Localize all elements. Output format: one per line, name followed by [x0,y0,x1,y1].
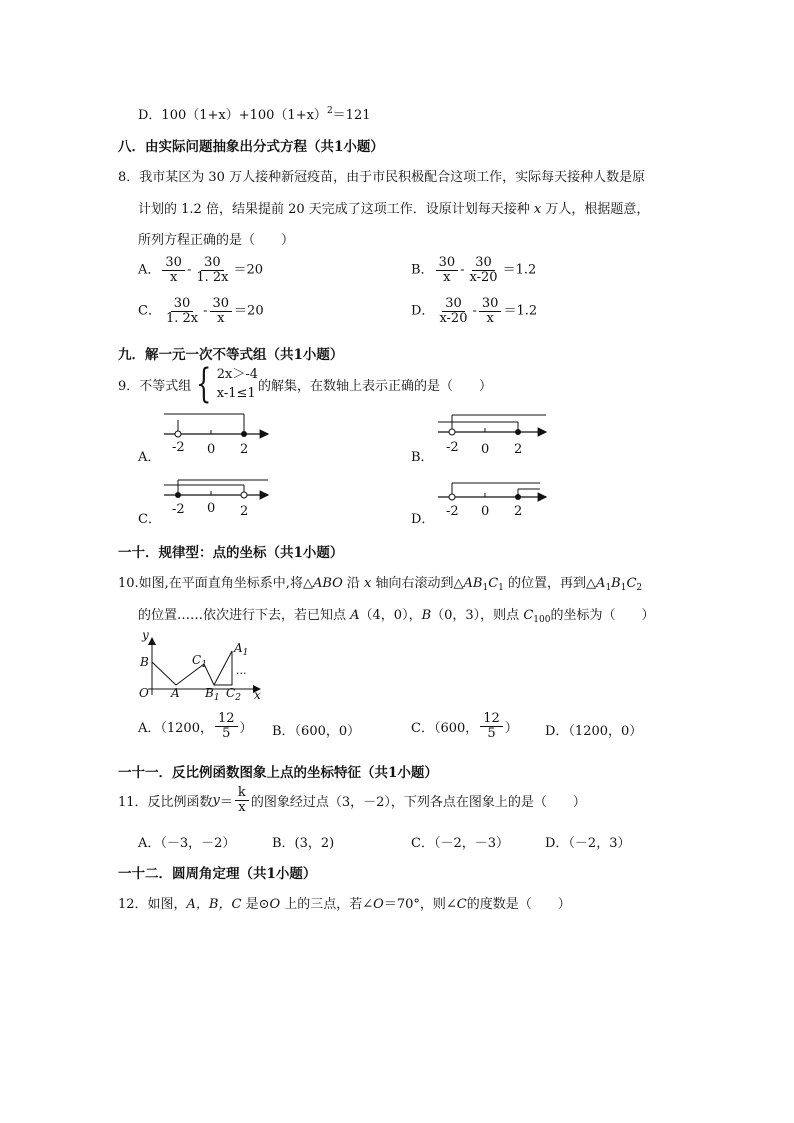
q10-line2 [138,604,654,625]
q12-stem [118,893,571,912]
q9-label-d: D． [411,512,435,527]
q9-d-tick-2: 2 [514,504,523,519]
q11-frac [235,786,249,814]
q10-option-a [138,712,253,740]
q11-option-b: B．(3，2) [272,836,335,851]
q10-c-post: ） [504,720,518,736]
q10-fig-B: B [140,655,149,669]
q8-c-op: - [203,303,208,319]
q9-brace: { [196,361,212,407]
q10-fig-C2 [226,686,241,703]
q12-O: O [269,897,281,912]
q12-O2: O [373,897,384,912]
q10-c-den: 5 [487,725,496,741]
q8-a-rhs: ＝20 [233,262,264,278]
q10-fig-B1-sub: 1 [213,693,220,703]
q10-fig-A1-letter: A [234,641,243,655]
q12-mid2: 上的三点，若∠ [280,897,374,912]
q10-l1-d: 的位置，再到△ [503,576,597,591]
q9-b-tick-m2: -2 [446,440,459,455]
q8-b-rhs: ＝1.2 [502,262,537,278]
q10-l1-a: 10.如图,在平面直角坐标系中,将△ [118,576,313,591]
q8-c-n1: 30 [171,297,194,312]
q11-y: y [212,792,220,808]
q8-c-rhs: ＝20 [234,303,264,319]
q10-fig-A: A [171,686,180,700]
q12-mid3: ＝70°，则∠ [383,897,457,912]
q9-suffix: 的解集，在数轴上表示正确的是（ ） [258,378,493,394]
q8-b-n2: 30 [472,256,495,271]
q11-option-c: C．（－2，－3） [411,836,509,851]
q7-option-d-rhs: ＝121 [332,108,371,123]
q10-fig-x: x [254,688,261,702]
q8-a-n2: 30 [201,256,224,271]
section-10-heading: 一十．规律型：点的坐标（共1小题） [118,545,344,561]
q10-l2-B: B [421,608,432,623]
q8-c-n2: 30 [210,297,233,312]
q8-line3: 所列方程正确的是（ ） [138,233,295,248]
q8-line1: 8．我市某区为 30 万人接种新冠疫苗，由于市民积极配合这项工作，实际每天接种人数是原 [118,170,646,185]
q10-fig-y: y [142,628,149,642]
q10-a-num: 12 [215,712,238,727]
q8-a-op: - [186,262,192,278]
q10-l2-d: 的坐标为（ ） [550,608,655,623]
q10-l1-c1: C [488,576,499,591]
q10-l1-c2: C [626,576,637,591]
q10-l2-C: C [523,608,534,623]
q10-l1-abo: ABO [312,576,343,591]
q10-fig-C1 [192,653,207,670]
q7-option-d-exponent: 2 [326,106,333,116]
q11-num: k [235,786,249,801]
q8-a-n1: 30 [162,256,185,271]
q10-l1-s3: 2 [636,583,643,593]
q8-line2-b: 万人，根据题意， [541,202,650,217]
section-8-heading: 八．由实际问题抽象出分式方程（共1小题） [118,139,384,155]
q8-b-label: B． [411,262,434,278]
q10-l1-sub2: 1 [498,583,504,593]
q9-b-tick-0: 0 [481,442,490,457]
q10-l1-b: 沿 [342,576,365,591]
q8-b-d2: x-20 [469,269,498,285]
q11-pre: 11．反比例函数 [118,794,213,810]
q10-fig-A1-sub: 1 [242,648,249,658]
q10-l1-s2: 1 [620,583,627,593]
q10-fig-dots: ... [236,664,247,677]
q10-l1-sub1: 1 [482,583,489,593]
q9-ineq1: 2x＞-4 [216,367,259,382]
q8-d-n1: 30 [442,297,465,312]
q10-l1-x: x [364,576,372,591]
q10-option-b: B．（600，0） [272,724,361,739]
q9-c-tick-0: 0 [207,501,216,516]
q10-fig-O: O [139,686,149,700]
q10-a-pre: A．（1200， [138,720,213,736]
q11-option-d: D．（－2，3） [545,836,631,851]
q8-a-d2: 1. 2x [196,269,229,285]
q10-option-c [411,712,518,740]
q10-l2-a: 的位置……依次进行下去，若已知点 [138,608,351,623]
q12-mid: 是⊙ [241,897,270,912]
q10-a-den: 5 [222,725,231,741]
q11-eq: ＝ [219,794,233,810]
q9-label-b: B． [411,450,434,465]
q8-d-label: D． [411,303,435,319]
q10-fig-C1-letter: C [192,653,202,667]
section-9-heading: 九．解一元一次不等式组（共1小题） [118,347,344,363]
q9-prefix: 9．不等式组 [118,378,192,394]
q8-a-d1: x [169,269,178,285]
q9-option-b-line [438,415,546,435]
q10-c-num: 12 [480,712,503,727]
q10-l1-a1: A [596,576,606,591]
q9-label-a: A． [138,450,161,465]
q10-l2-sub: 100 [533,615,551,625]
q10-c-pre: C．（600， [411,720,479,736]
q12-C: C [456,897,467,912]
q10-fig-A1 [234,641,248,658]
q10-line1 [118,572,642,593]
q8-d-d1: x-20 [439,310,468,326]
q8-line2-a: 计划的 1.2 倍，结果提前 20 天完成了这项工作．设原计划每天接种 [138,202,534,217]
q9-a-tick-m2: -2 [172,440,185,455]
q10-l1-ab: AB [463,576,483,591]
q11-post: 的图象经过点（3，－2），下列各点在图象上的是（ ） [250,794,586,810]
q9-d-tick-0: 0 [481,504,490,519]
q10-l2-c: （0，3），则点 [431,608,524,623]
q9-option-a-line [164,414,268,437]
q7-option-d-text: D．100（1+x）+100（1+x） [138,108,327,123]
q9-b-tick-2: 2 [514,442,523,457]
q10-fig-B1 [205,686,220,703]
q8-line2-var: x [533,202,542,217]
q12-abc: A，B，C [186,897,242,912]
q9-option-c-line [164,480,268,498]
q8-b-op: - [460,262,465,278]
q11-den: x [238,799,246,815]
q8-b-d1: x [443,269,451,285]
q8-d-d2: x [486,310,494,326]
q8-b-n1: 30 [436,256,459,271]
q10-fig-C2-letter: C [226,686,236,700]
q9-c-tick-m2: -2 [172,502,185,517]
q11-stem [118,786,586,814]
q8-d-n2: 30 [479,297,502,312]
q9-label-c: C． [138,512,161,527]
q8-d-rhs: ＝1.2 [503,303,538,319]
q12-post: 的度数是（ ） [466,897,571,912]
q10-l1-b1: B [611,576,621,591]
q8-a-label: A． [138,262,161,278]
q10-a-post: ） [239,720,253,736]
q10-l2-A: A [350,608,360,623]
q10-fig-C1-sub: 1 [201,660,207,670]
q10-l1-s1: 1 [605,583,612,593]
q9-a-tick-2: 2 [240,442,249,457]
q10-option-d: D．（1200，0） [545,724,643,739]
q9-option-d-line [438,483,546,500]
q8-d-op: - [472,303,477,319]
q10-fig-C2-sub: 2 [235,693,241,703]
q10-a-frac [215,712,238,740]
section-12-heading: 一十二．圆周角定理（共1小题） [118,866,317,882]
q12-pre: 12．如图， [118,897,187,912]
q8-c-label: C． [138,303,161,319]
q9-ineq2: x-1≤1 [216,386,256,401]
q10-l1-c: 轴向右滚动到△ [371,576,464,591]
q8-c-d1: 1. 2x [165,310,199,326]
q9-a-tick-0: 0 [207,442,216,457]
q8-c-d2: x [217,310,225,326]
q10-fig-B1-letter: B [205,686,214,700]
q9-d-tick-m2: -2 [446,504,459,519]
q10-l2-b: （4，0）， [359,608,422,623]
q9-c-tick-2: 2 [240,504,249,519]
q11-option-a: A．（－3，－2） [138,836,236,851]
section-11-heading: 一十一．反比例函数图象上点的坐标特征（共1小题） [118,765,438,781]
q10-c-frac [480,712,503,740]
